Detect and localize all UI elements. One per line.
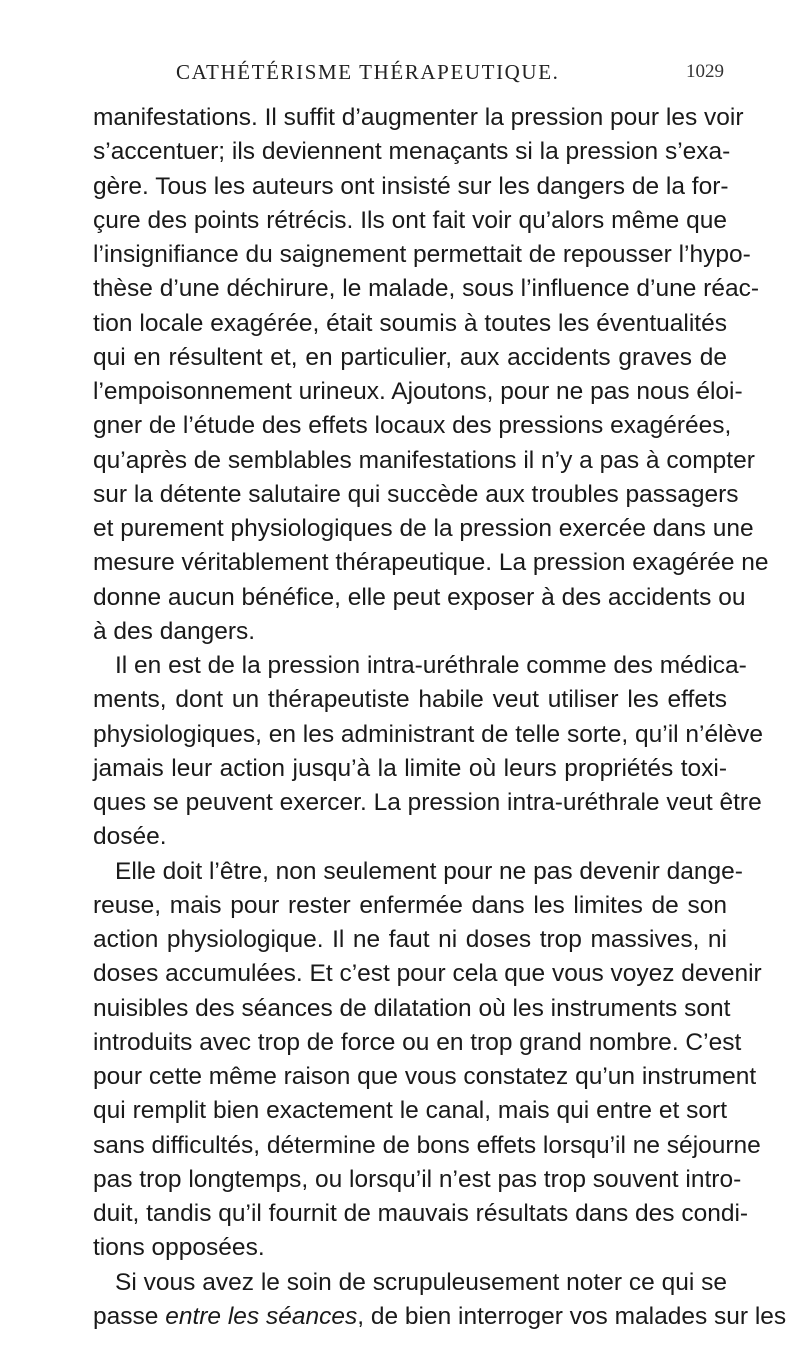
page-number: 1029 xyxy=(686,61,724,82)
text-line: gère. Tous les auteurs ont insisté sur les dangers de la for- xyxy=(93,172,729,200)
text-line: l’empoisonnement urineux. Ajoutons, pour ne pas nous éloi- xyxy=(93,378,743,405)
text-line: çure des points rétrécis. Ils ont fait voir qu’alors même que xyxy=(93,206,727,234)
text-line: introduits avec trop de force ou en trop grand nombre. C’est xyxy=(93,1028,742,1056)
text-line: nuisibles des séances de dilatation où les instruments sont xyxy=(93,994,731,1022)
text-line: tions opposées. xyxy=(93,1234,265,1262)
text-line: s’accentuer; ils deviennent menaçants si la pression s’exa- xyxy=(93,138,731,166)
text-line: Elle doit l’être, non seulement pour ne pas devenir dange- xyxy=(115,857,743,885)
text-line: l’insignifiance du saignement permettait de repousser l’hypo- xyxy=(93,241,751,268)
italic-emphasis: entre les séances xyxy=(165,1302,358,1330)
running-header xyxy=(96,60,726,90)
text-line: jamais leur action jusqu’à la limite où leurs propriétés toxi- xyxy=(93,754,727,782)
paragraph-1 xyxy=(93,101,769,649)
text-fragment: , de bien interroger vos malades sur les xyxy=(357,1302,787,1330)
text-line: dosée. xyxy=(93,823,167,851)
text-line: Si vous avez le soin de scrupuleusement noter ce qui se xyxy=(115,1268,727,1296)
text-line: physiologiques, en les administrant de telle sorte, qu’il n’élève xyxy=(93,720,764,748)
text-line: à des dangers. xyxy=(93,617,256,645)
text-line: pas trop longtemps, ou lorsqu’il n’est pas trop souvent intro- xyxy=(93,1165,742,1193)
running-title: CATHÉTÉRISME THÉRAPEUTIQUE. xyxy=(176,60,560,84)
text-line: qu’après de semblables manifestations il n’y a pas à compter xyxy=(93,446,755,474)
text-line: sur la détente salutaire qui succède aux troubles passagers xyxy=(93,480,739,508)
text-line: thèse d’une déchirure, le malade, sous l’influence d’une réac- xyxy=(93,275,759,303)
text-line: reuse, mais pour rester enfermée dans les limites de son xyxy=(93,891,727,919)
paragraph-3 xyxy=(93,855,762,1266)
text-line: pour cette même raison que vous constatez qu’un instrument xyxy=(93,1063,757,1090)
text-line: manifestations. Il suffit d’augmenter la pression pour les voir xyxy=(93,104,744,131)
text-line: mesure véritablement thérapeutique. La pression exagérée ne xyxy=(93,549,769,577)
paragraph-2 xyxy=(93,649,764,855)
text-line: ques se peuvent exercer. La pression intra-uréthrale veut être xyxy=(93,789,762,816)
text-line-final xyxy=(93,1300,787,1334)
text-line: et purement physiologiques de la pression exercée dans une xyxy=(93,515,754,542)
text-line: doses accumulées. Et c’est pour cela que vous voyez devenir xyxy=(93,960,762,988)
text-line: tion locale exagérée, était soumis à toutes les éventualités xyxy=(93,309,727,337)
text-line: qui remplit bien exactement le canal, mais qui entre et sort xyxy=(93,1097,727,1125)
paragraph-4 xyxy=(93,1266,787,1335)
text-line: action physiologique. Il ne faut ni doses trop massives, ni xyxy=(93,926,727,953)
text-line: ments, dont un thérapeutiste habile veut utiliser les effets xyxy=(93,686,727,714)
text-line: qui en résultent et, en particulier, aux accidents graves de xyxy=(93,343,727,371)
text-line: Il en est de la pression intra-uréthrale comme des médica- xyxy=(115,652,747,679)
text-line: sans difficultés, détermine de bons effets lorsqu’il ne séjourne xyxy=(93,1131,761,1159)
text-line: duit, tandis qu’il fournit de mauvais résultats dans des condi- xyxy=(93,1200,749,1227)
text-line: donne aucun bénéfice, elle peut exposer à des accidents ou xyxy=(93,583,746,611)
text-fragment: passe xyxy=(93,1302,166,1330)
text-line: gner de l’étude des effets locaux des pressions exagérées, xyxy=(93,412,732,440)
body-text xyxy=(93,101,787,1334)
